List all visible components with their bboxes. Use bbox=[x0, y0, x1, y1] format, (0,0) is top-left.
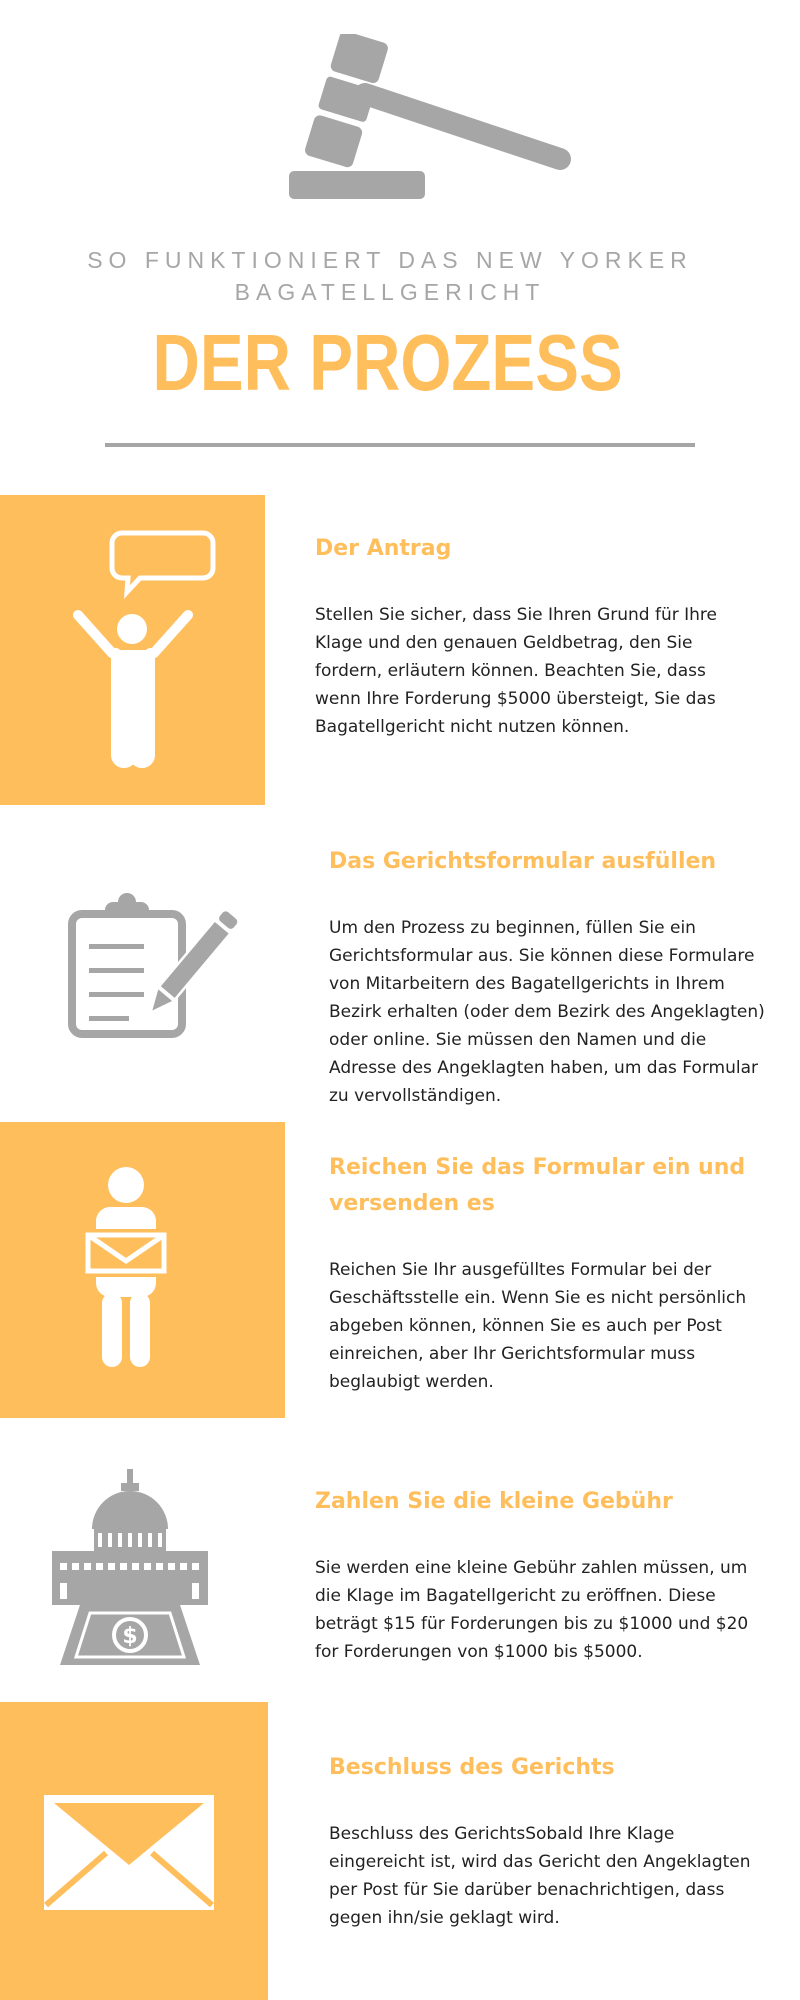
header-subtitle: SO FUNKTIONIERT DAS NEW YORKER BAGATELLGERICHT bbox=[87, 247, 693, 305]
section-2-body: Um den Prozess zu beginnen, füllen Sie ein Gerichtsformular aus. Sie können diese Formulare von Mitarbeitern des Bagatellgerichts in Ihrem Bezirk erhalten (oder dem Bezirk des Angeklagten) oder online. Sie müssen den Namen und die Adresse des Angeklagten haben, um das Formular zu vervollständigen. bbox=[329, 918, 765, 1106]
section-4-title: Zahlen Sie die kleine Gebühr bbox=[315, 1489, 673, 1514]
section-3-title: Reichen Sie das Formular ein und versenden es bbox=[329, 1155, 746, 1216]
section-1-body: Stellen Sie sicher, dass Sie Ihren Grund für Ihre Klage und den genauen Geldbetrag, den Sie fordern, erläutern können. Beachten Sie, dass wenn Ihre Forderung $5000 übersteigt, Sie das Bagatellgericht nicht nutzen können. bbox=[315, 605, 717, 737]
section-5-body: Beschluss des GerichtsSobald Ihre Klage eingereicht ist, wird das Gericht den Angeklagten per Post für Sie darüber benachrichtigen, dass gegen ihn/sie geklagt wird. bbox=[329, 1824, 751, 1928]
section-3-body: Reichen Sie Ihr ausgefülltes Formular bei der Geschäftsstelle ein. Wenn Sie es nicht persönlich abgeben können, können Sie es auch per Post einreichen, aber Ihr Gerichtsformular muss beglaubigt werden. bbox=[329, 1260, 747, 1392]
section-1-title: Der Antrag bbox=[315, 536, 452, 561]
section-5-title: Beschluss des Gerichts bbox=[329, 1755, 615, 1780]
clipboard-pencil-icon bbox=[65, 890, 240, 1040]
section-2-title: Das Gerichtsformular ausfüllen bbox=[329, 849, 717, 874]
section-4-body: Sie werden eine kleine Gebühr zahlen müssen, um die Klage im Bagatellgericht zu eröffnen. Diese beträgt $15 für Forderungen bis zu $1000 und $20 for Forderungen von $1000 bis $5000. bbox=[315, 1558, 749, 1662]
divider bbox=[105, 443, 695, 447]
person-speech-bubble-icon bbox=[70, 525, 220, 770]
capitol-money-icon bbox=[50, 1467, 210, 1667]
envelope-icon bbox=[44, 1795, 214, 1910]
svg-text:$: $ bbox=[122, 1624, 138, 1649]
page-title: DER PROZESS bbox=[152, 318, 623, 407]
gavel-icon bbox=[285, 34, 575, 204]
person-envelope-icon bbox=[80, 1165, 180, 1370]
